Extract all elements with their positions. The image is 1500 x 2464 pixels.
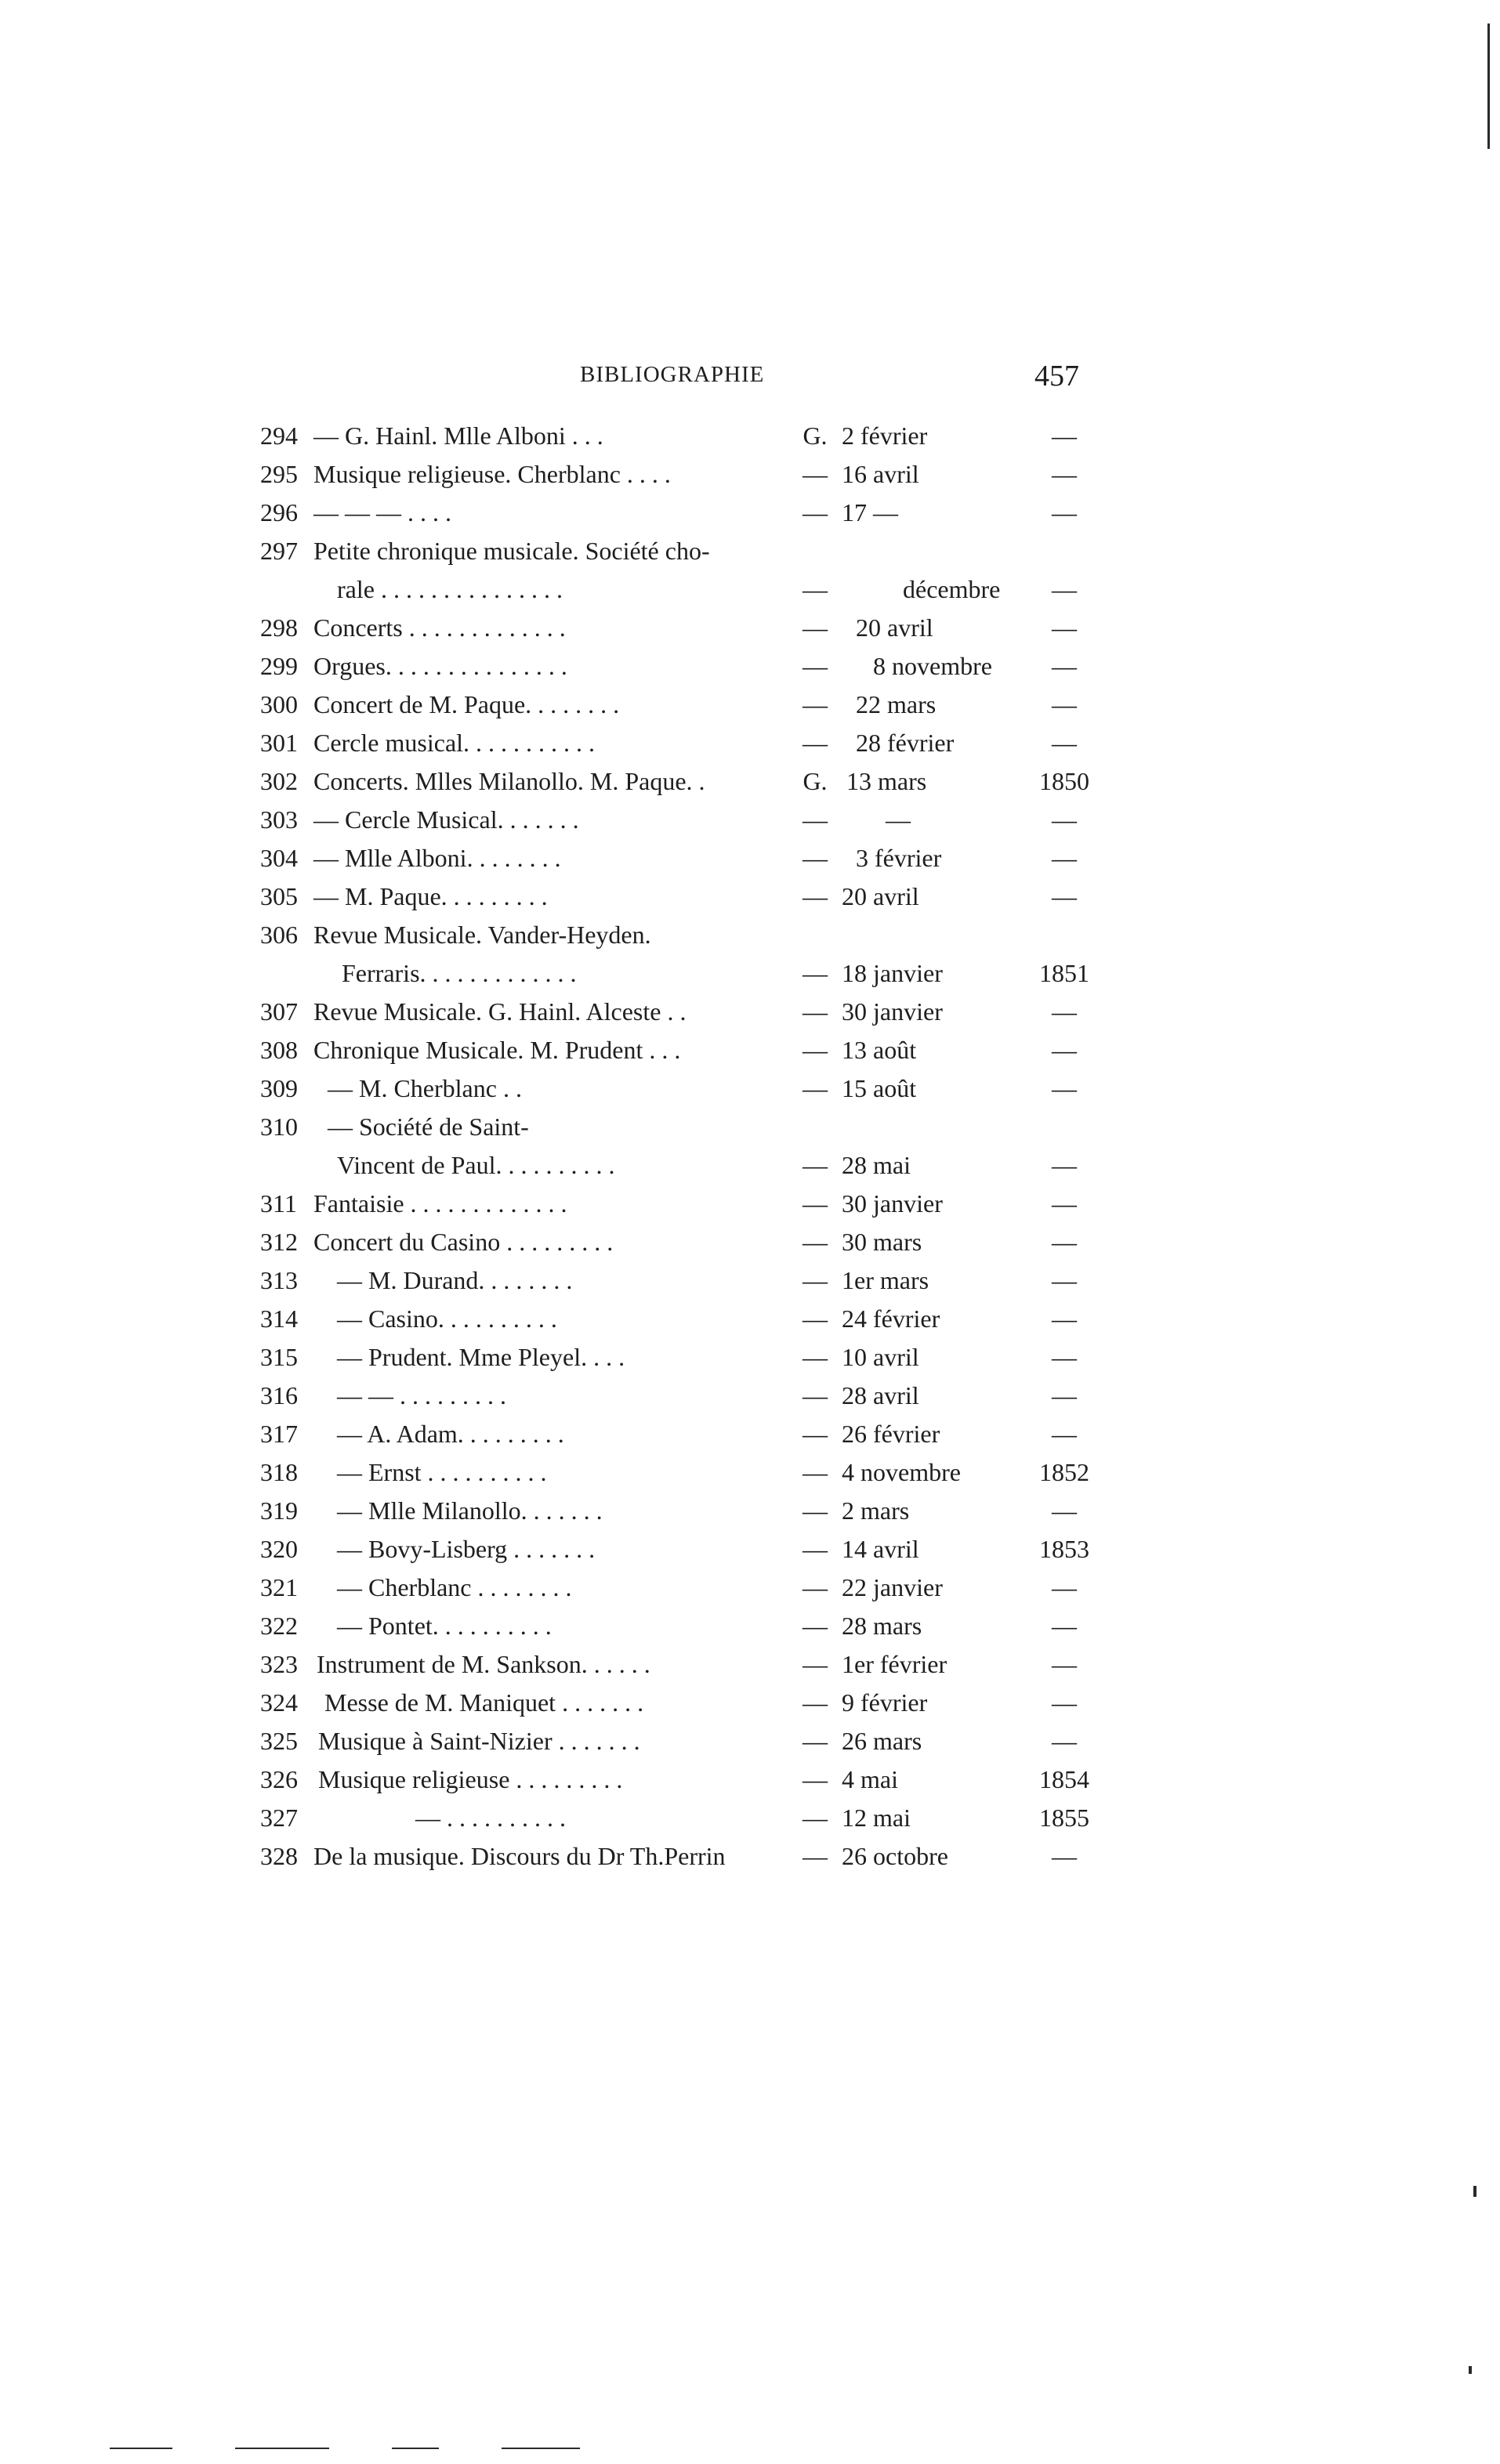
entry-title: Concerts . . . . . . . . . . . . . xyxy=(313,613,566,642)
entry-publication: — xyxy=(803,1343,828,1371)
bibliography-entry xyxy=(0,877,1500,916)
scan-bottom-edge xyxy=(235,2448,329,2449)
entry-year: — xyxy=(1052,1343,1077,1371)
entry-number: 311 xyxy=(260,1189,297,1218)
entry-publication: — xyxy=(803,1420,828,1448)
bibliography-entry xyxy=(0,1799,1500,1837)
entry-publication: — xyxy=(803,1496,828,1525)
entry-publication: — xyxy=(803,844,828,872)
entry-date: 22 janvier xyxy=(842,1573,943,1601)
entry-year: — xyxy=(1052,1036,1077,1064)
entry-date: 24 février xyxy=(842,1304,940,1333)
entry-number: 317 xyxy=(260,1420,298,1448)
entry-publication: — xyxy=(803,1381,828,1409)
entry-number: 327 xyxy=(260,1804,298,1832)
bibliography-entry-continuation xyxy=(0,954,1500,993)
entry-year: — xyxy=(1052,997,1077,1026)
entry-publication: — xyxy=(803,1650,828,1678)
entry-publication: — xyxy=(803,1036,828,1064)
entry-title: Orgues. . . . . . . . . . . . . . . xyxy=(313,652,567,680)
entry-date: 26 février xyxy=(842,1420,940,1448)
bibliography-entry xyxy=(0,993,1500,1031)
entry-year: — xyxy=(1052,1842,1077,1870)
entry-title: — Casino. . . . . . . . . . xyxy=(337,1304,557,1333)
entry-date: — xyxy=(886,805,911,834)
bibliography-entry xyxy=(0,801,1500,839)
entry-year: 1851 xyxy=(1039,959,1089,987)
bibliography-entry xyxy=(0,647,1500,686)
bibliography-entry xyxy=(0,1607,1500,1645)
entry-year: 1855 xyxy=(1039,1804,1089,1832)
entry-publication: — xyxy=(803,1228,828,1256)
entry-title: Revue Musicale. G. Hainl. Alceste . . xyxy=(313,997,687,1026)
entry-number: 318 xyxy=(260,1458,298,1486)
entry-date: 1er mars xyxy=(842,1266,929,1294)
entry-publication: — xyxy=(803,1573,828,1601)
bibliography-entry xyxy=(0,494,1500,532)
bibliography-entry xyxy=(0,1722,1500,1760)
entry-number: 300 xyxy=(260,690,298,718)
entry-year: 1853 xyxy=(1039,1535,1089,1563)
entry-number: 307 xyxy=(260,997,298,1026)
entry-year: — xyxy=(1052,1304,1077,1333)
bibliography-entry xyxy=(0,1300,1500,1338)
bibliography-entry xyxy=(0,1453,1500,1492)
entry-title: — Société de Saint- xyxy=(328,1113,529,1141)
bibliography-entry xyxy=(0,1108,1500,1146)
entry-title: Instrument de M. Sankson. . . . . . xyxy=(317,1650,650,1678)
entry-number: 301 xyxy=(260,729,298,757)
entry-year: — xyxy=(1052,1381,1077,1409)
entry-date: 28 février xyxy=(856,729,955,757)
entry-title: Concerts. Mlles Milanollo. M. Paque. . xyxy=(313,767,705,795)
entry-publication: G. xyxy=(803,767,828,795)
entry-title: — Cercle Musical. . . . . . . xyxy=(313,805,579,834)
entry-year: — xyxy=(1052,460,1077,488)
entry-date: 2 février xyxy=(842,422,928,450)
entry-number: 303 xyxy=(260,805,298,834)
entry-title: Chronique Musicale. M. Prudent . . . xyxy=(313,1036,681,1064)
entry-publication: — xyxy=(803,1189,828,1218)
entry-publication: — xyxy=(803,882,828,910)
entry-number: 299 xyxy=(260,652,298,680)
entry-year: 1852 xyxy=(1039,1458,1089,1486)
scan-bottom-edge xyxy=(502,2448,580,2449)
bibliography-entry xyxy=(0,1492,1500,1530)
entry-year: — xyxy=(1052,1573,1077,1601)
entry-title: — — — . . . . xyxy=(313,498,451,526)
entry-publication: — xyxy=(803,652,828,680)
entry-publication: — xyxy=(803,1765,828,1793)
entry-number: 321 xyxy=(260,1573,298,1601)
entry-publication: — xyxy=(803,498,828,526)
entry-publication: — xyxy=(803,1612,828,1640)
entry-number: 309 xyxy=(260,1074,298,1102)
entry-year: — xyxy=(1052,1612,1077,1640)
entry-year: — xyxy=(1052,613,1077,642)
entry-publication: — xyxy=(803,1804,828,1832)
entry-date: 20 avril xyxy=(856,613,933,642)
entry-number: 314 xyxy=(260,1304,298,1333)
entry-date: 1er février xyxy=(842,1650,947,1678)
entry-publication: — xyxy=(803,1727,828,1755)
bibliography-entry xyxy=(0,1031,1500,1069)
entry-publication: — xyxy=(803,613,828,642)
scan-speck xyxy=(1469,2366,1472,2374)
entry-year: — xyxy=(1052,844,1077,872)
bibliography-entry xyxy=(0,609,1500,647)
entry-date: 28 mai xyxy=(842,1151,911,1179)
entry-date: 12 mai xyxy=(842,1804,911,1832)
entry-number: 305 xyxy=(260,882,298,910)
entry-date: 30 mars xyxy=(842,1228,922,1256)
entry-publication: — xyxy=(803,575,828,603)
entry-date: 26 octobre xyxy=(842,1842,948,1870)
entry-publication: — xyxy=(803,1535,828,1563)
entry-title: Ferraris. . . . . . . . . . . . . xyxy=(342,959,577,987)
entry-year: — xyxy=(1052,882,1077,910)
entry-year: 1854 xyxy=(1039,1765,1089,1793)
entry-title: — M. Cherblanc . . xyxy=(328,1074,522,1102)
bibliography-entry xyxy=(0,1568,1500,1607)
entry-publication: — xyxy=(803,1688,828,1717)
entry-year: — xyxy=(1052,422,1077,450)
entry-number: 297 xyxy=(260,537,298,565)
bibliography-entry xyxy=(0,762,1500,801)
entry-title: — M. Paque. . . . . . . . . xyxy=(313,882,548,910)
entry-publication: — xyxy=(803,997,828,1026)
entry-year: — xyxy=(1052,1727,1077,1755)
entry-title: — Bovy-Lisberg . . . . . . . xyxy=(337,1535,596,1563)
entry-date: 4 novembre xyxy=(842,1458,961,1486)
scan-bottom-edge xyxy=(110,2448,172,2449)
entry-year: — xyxy=(1052,1189,1077,1218)
bibliography-entry xyxy=(0,839,1500,877)
entry-number: 295 xyxy=(260,460,298,488)
entry-date: 22 mars xyxy=(856,690,937,718)
entry-publication: — xyxy=(803,805,828,834)
entry-date: 30 janvier xyxy=(842,997,943,1026)
entry-title: — Prudent. Mme Pleyel. . . . xyxy=(337,1343,625,1371)
bibliography-entry xyxy=(0,1261,1500,1300)
entry-number: 315 xyxy=(260,1343,298,1371)
bibliography-entry xyxy=(0,686,1500,724)
entry-title: — — . . . . . . . . . xyxy=(337,1381,506,1409)
entry-number: 319 xyxy=(260,1496,298,1525)
entry-publication: — xyxy=(803,1151,828,1179)
bibliography-entry xyxy=(0,724,1500,762)
entry-title: — Ernst . . . . . . . . . . xyxy=(337,1458,547,1486)
entry-title: — Pontet. . . . . . . . . . xyxy=(337,1612,552,1640)
entry-date: décembre xyxy=(903,575,1001,603)
bibliography-entry-continuation xyxy=(0,1146,1500,1185)
entry-title: Musique religieuse . . . . . . . . . xyxy=(318,1765,623,1793)
entry-year: — xyxy=(1052,690,1077,718)
entry-publication: — xyxy=(803,1842,828,1870)
scan-bottom-edge xyxy=(392,2448,439,2449)
entry-number: 296 xyxy=(260,498,298,526)
entry-title: — Mlle Alboni. . . . . . . . xyxy=(313,844,561,872)
entry-number: 310 xyxy=(260,1113,298,1141)
entry-date: 8 novembre xyxy=(873,652,992,680)
entry-date: 14 avril xyxy=(842,1535,919,1563)
entry-date: 30 janvier xyxy=(842,1189,943,1218)
entry-title: Cercle musical. . . . . . . . . . . xyxy=(313,729,596,757)
bibliography-entry xyxy=(0,532,1500,570)
entry-publication: — xyxy=(803,1266,828,1294)
entry-year: — xyxy=(1052,805,1077,834)
entry-year: — xyxy=(1052,1228,1077,1256)
entry-title: — Cherblanc . . . . . . . . xyxy=(337,1573,572,1601)
entry-year: 1850 xyxy=(1039,767,1089,795)
bibliography-entry xyxy=(0,1069,1500,1108)
scan-speck xyxy=(1473,2186,1476,2197)
bibliography-entry xyxy=(0,1645,1500,1684)
page-number: 457 xyxy=(1034,360,1079,393)
entry-title: Vincent de Paul. . . . . . . . . . xyxy=(337,1151,615,1179)
bibliography-entry-continuation xyxy=(0,570,1500,609)
entry-title: Concert de M. Paque. . . . . . . . xyxy=(313,690,620,718)
entry-year: — xyxy=(1052,1496,1077,1525)
entry-number: 316 xyxy=(260,1381,298,1409)
entry-title: — M. Durand. . . . . . . . xyxy=(337,1266,573,1294)
entry-number: 308 xyxy=(260,1036,298,1064)
entry-date: 28 mars xyxy=(842,1612,922,1640)
entry-number: 306 xyxy=(260,921,298,949)
bibliography-entry xyxy=(0,1684,1500,1722)
entry-title: — A. Adam. . . . . . . . . xyxy=(337,1420,564,1448)
entry-year: — xyxy=(1052,575,1077,603)
bibliography-list xyxy=(0,417,1500,1876)
bibliography-entry xyxy=(0,1185,1500,1223)
entry-title: Fantaisie . . . . . . . . . . . . . xyxy=(313,1189,567,1218)
entry-date: 26 mars xyxy=(842,1727,922,1755)
running-head: BIBLIOGRAPHIE xyxy=(580,362,765,387)
entry-year: — xyxy=(1052,498,1077,526)
entry-date: 15 août xyxy=(842,1074,917,1102)
entry-date: 2 mars xyxy=(842,1496,910,1525)
entry-publication: — xyxy=(803,690,828,718)
entry-number: 312 xyxy=(260,1228,298,1256)
entry-number: 298 xyxy=(260,613,298,642)
bibliography-entry xyxy=(0,1338,1500,1377)
entry-number: 324 xyxy=(260,1688,298,1717)
bibliography-entry xyxy=(0,1530,1500,1568)
entry-number: 323 xyxy=(260,1650,298,1678)
entry-title: Musique religieuse. Cherblanc . . . . xyxy=(313,460,671,488)
entry-year: — xyxy=(1052,652,1077,680)
entry-title: — . . . . . . . . . . xyxy=(415,1804,566,1832)
scan-edge-line xyxy=(1487,24,1490,149)
bibliography-entry xyxy=(0,455,1500,494)
bibliography-entry xyxy=(0,417,1500,455)
entry-date: 16 avril xyxy=(842,460,919,488)
entry-date: 13 août xyxy=(842,1036,917,1064)
entry-date: 17 — xyxy=(842,498,898,526)
entry-date: 13 mars xyxy=(846,767,927,795)
entry-number: 302 xyxy=(260,767,298,795)
bibliography-entry xyxy=(0,916,1500,954)
entry-year: — xyxy=(1052,1151,1077,1179)
entry-publication: — xyxy=(803,729,828,757)
bibliography-entry xyxy=(0,1415,1500,1453)
entry-number: 320 xyxy=(260,1535,298,1563)
entry-date: 18 janvier xyxy=(842,959,943,987)
entry-number: 313 xyxy=(260,1266,298,1294)
entry-publication: — xyxy=(803,1458,828,1486)
entry-date: 28 avril xyxy=(842,1381,919,1409)
entry-date: 20 avril xyxy=(842,882,919,910)
entry-title: Concert du Casino . . . . . . . . . xyxy=(313,1228,614,1256)
entry-year: — xyxy=(1052,1688,1077,1717)
entry-year: — xyxy=(1052,1420,1077,1448)
entry-title: — Mlle Milanollo. . . . . . . xyxy=(337,1496,603,1525)
entry-title: Musique à Saint-Nizier . . . . . . . xyxy=(318,1727,640,1755)
entry-date: 10 avril xyxy=(842,1343,919,1371)
entry-title: De la musique. Discours du Dr Th.Perrin xyxy=(313,1842,726,1870)
entry-number: 322 xyxy=(260,1612,298,1640)
entry-year: — xyxy=(1052,1266,1077,1294)
entry-year: — xyxy=(1052,1650,1077,1678)
entry-number: 328 xyxy=(260,1842,298,1870)
entry-publication: G. xyxy=(803,422,828,450)
entry-title: rale . . . . . . . . . . . . . . . xyxy=(337,575,563,603)
entry-publication: — xyxy=(803,959,828,987)
entry-year: — xyxy=(1052,1074,1077,1102)
entry-title: Revue Musicale. Vander-Heyden. xyxy=(313,921,651,949)
bibliography-entry xyxy=(0,1377,1500,1415)
entry-date: 9 février xyxy=(842,1688,928,1717)
entry-title: Messe de M. Maniquet . . . . . . . xyxy=(324,1688,644,1717)
bibliography-entry xyxy=(0,1760,1500,1799)
entry-number: 326 xyxy=(260,1765,298,1793)
entry-publication: — xyxy=(803,1304,828,1333)
bibliography-entry xyxy=(0,1223,1500,1261)
entry-date: 4 mai xyxy=(842,1765,898,1793)
entry-date: 3 février xyxy=(856,844,942,872)
bibliography-entry xyxy=(0,1837,1500,1876)
entry-title: Petite chronique musicale. Société cho- xyxy=(313,537,710,565)
entry-number: 304 xyxy=(260,844,298,872)
entry-publication: — xyxy=(803,1074,828,1102)
entry-number: 325 xyxy=(260,1727,298,1755)
entry-number: 294 xyxy=(260,422,298,450)
entry-publication: — xyxy=(803,460,828,488)
entry-title: — G. Hainl. Mlle Alboni . . . xyxy=(313,422,603,450)
entry-year: — xyxy=(1052,729,1077,757)
